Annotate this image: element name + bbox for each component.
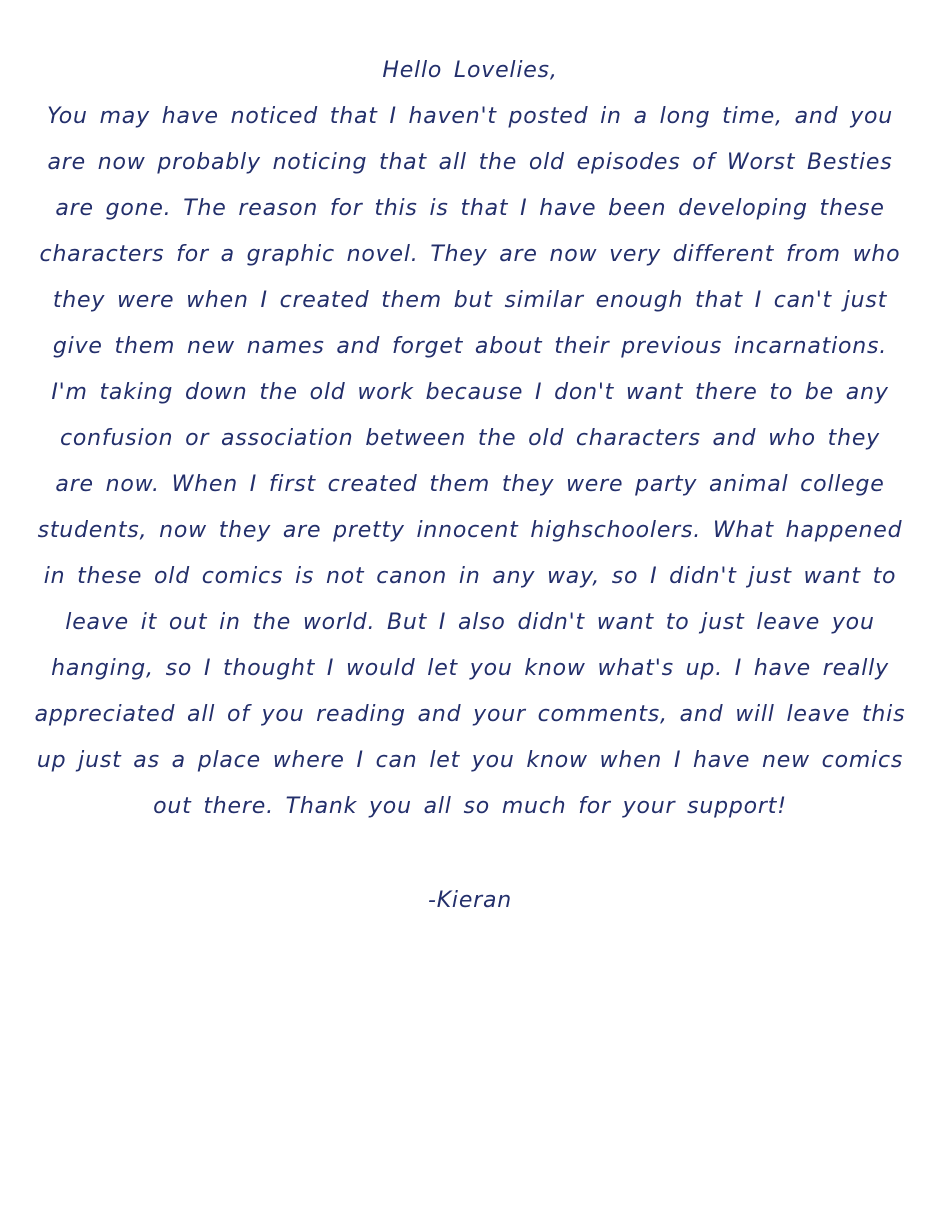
letter-body <box>0 94 940 830</box>
letter-greeting: Hello Lovelies, <box>382 58 558 83</box>
letter-line: up just as a place where I can let you know when I have new comics <box>36 748 904 773</box>
letter-line: are now. When I first created them they were party animal college <box>55 472 885 497</box>
letter-line: in these old comics is not canon in any way, so I didn't just want to <box>43 564 897 589</box>
letter-line: give them new names and forget about their previous incarnations. <box>52 334 888 359</box>
letter-line: they were when I created them but similar enough that I can't just <box>52 288 888 313</box>
letter-line: students, now they are pretty innocent highschoolers. What happened <box>37 518 903 543</box>
letter-line: appreciated all of you reading and your comments, and will leave this <box>34 702 906 727</box>
letter-line: out there. Thank you all so much for your support! <box>153 794 787 819</box>
letter-line: are gone. The reason for this is that I have been developing these <box>55 196 885 221</box>
letter-line: are now probably noticing that all the old episodes of Worst Besties <box>47 150 893 175</box>
letter-line: leave it out in the world. But I also didn't want to just leave you <box>65 610 875 635</box>
letter-signature: -Kieran <box>427 888 513 913</box>
letter-line: characters for a graphic novel. They are now very different from who <box>39 242 901 267</box>
letter-line: I'm taking down the old work because I don't want there to be any <box>51 380 889 405</box>
letter-line: hanging, so I thought I would let you know what's up. I have really <box>51 656 889 681</box>
letter-line: You may have noticed that I haven't posted in a long time, and you <box>46 104 894 129</box>
letter-line: confusion or association between the old characters and who they <box>60 426 880 451</box>
